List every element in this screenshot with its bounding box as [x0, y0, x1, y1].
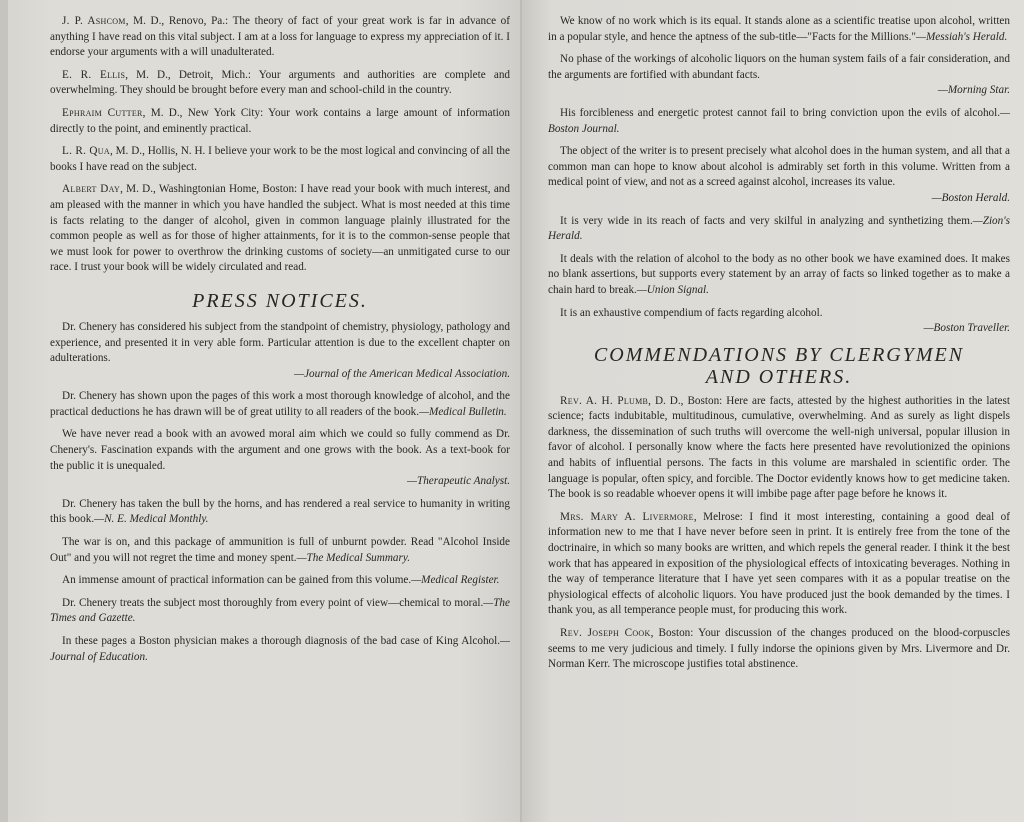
- press-notice-source: —Journal of the American Medical Association.: [294, 367, 510, 380]
- clergy-heading-line-1: COMMENDATIONS BY CLERGYMEN: [593, 343, 965, 366]
- press-notice: [548, 52, 1010, 99]
- testimonial-text: , D. D., Boston: Here are facts, attested by the highest authorities in the latest science; facts indubitable, multitudinous, cumulative, overwhelming. And as surely as light dispels darkness, the dissemination of such truths will overcome the well-nigh universal, popular illusion in favor of alcohol. I personally know where the facts here presented have revolutionized the opinions and habits of influential persons. The facts in this volume are marshaled in scientific order. The language is popular, often spicy, and forcible. The Doctor evidently knows how to get medicine taken. The book is so readable whoever opens it will imbibe page after page before he knows it.: [548, 394, 1010, 501]
- press-notices-list: [50, 320, 510, 665]
- press-notice: [548, 306, 1010, 337]
- press-notice-text: In these pages a Boston physician makes a thorough diagnosis of the bad case of King Alcohol.: [62, 635, 501, 647]
- press-notice-text: An immense amount of practical information can be gained from this volume.: [62, 574, 412, 587]
- clergy-heading: [548, 344, 1010, 388]
- testimonial-author: J. P. Ashcom: [62, 15, 126, 27]
- testimonial-author: Rev. A. H. Plumb: [560, 394, 649, 407]
- press-notice-source: —Zion's Herald.: [548, 214, 1010, 243]
- page-edge: [0, 0, 8, 822]
- testimonial-paragraph: [50, 144, 510, 175]
- press-notice-source: —Union Signal.: [636, 283, 709, 296]
- testimonial-author: Rev. Joseph Cook: [560, 627, 651, 639]
- clergy-commendations: [548, 394, 1010, 673]
- press-notice-text: It is an exhaustive compendium of facts regarding alcohol.: [560, 306, 823, 319]
- press-notice-text: The war is on, and this package of ammunition is full of unburnt powder. Read "Alcohol Inside Out" and you will not regret the time and money spent.: [50, 536, 510, 564]
- testimonial-text: , Boston: Your discussion of the changes produced on the blood-corpuscles seems to me very judicious and timely. I fully indorse the opinions given by Mrs. Livermore and Dr. Norman Kerr. The microscope justifies total abstinence.: [548, 627, 1010, 671]
- press-notice-text: We know of no work which is its equal. It stands alone as a scientific treatise upon alcohol, written in a popular style, and hence the aptness of the sub-title—"Facts for the Millions.": [548, 15, 1010, 43]
- press-notice-text: No phase of the workings of alcoholic liquors on the human system fails of a fair consideration, and the arguments are fortified with abundant facts.: [548, 53, 1010, 81]
- press-notices-continued: [548, 14, 1010, 337]
- testimonial-text: , M. D., New York City: Your work contains a large amount of information directly to the point, and eminently practical.: [50, 106, 510, 135]
- testimonial-author: L. R. Qua: [62, 145, 110, 158]
- press-notice: [548, 214, 1010, 245]
- testimonial-text: , M. D., Renovo, Pa.: The theory of fact of your great work is far in advance of anything I have read on this vital subject. I am at a loss for language to express my appreciation of it. I endorse your arguments with a will unadulterated.: [50, 15, 510, 59]
- press-notice: [50, 320, 510, 382]
- press-notice: [50, 497, 510, 528]
- press-notice: [548, 14, 1010, 45]
- press-notice: [548, 252, 1010, 299]
- press-notice-source: —The Times and Gazette.: [50, 596, 510, 625]
- press-notice-text: Dr. Chenery treats the subject most thoroughly from every point of view—chemical to moral.: [62, 596, 484, 609]
- press-notice-text: His forcibleness and energetic protest cannot fail to bring conviction upon the evils of alcohol.: [560, 106, 1001, 119]
- testimonial-paragraph: [548, 510, 1010, 619]
- testimonial-paragraph: [548, 394, 1010, 503]
- press-notice: [50, 634, 510, 665]
- press-notice-source: —Therapeutic Analyst.: [407, 475, 510, 488]
- testimonial-paragraph: [50, 182, 510, 276]
- press-notice-text: Dr. Chenery has shown upon the pages of this work a most thorough knowledge of alcohol, and the practical deductions he has drawn will be of great utility to all readers of the book.: [50, 390, 510, 418]
- press-notice-source: —Messiah's Herald.: [916, 30, 1008, 43]
- testimonial-text: , M. D., Washingtonian Home, Boston: I have read your book with much interest, and am pleased with the manner in which you have handled the subject. What is most needed at this time is facts relating to the danger of alcohol, given in common language plainly illustrated for the common people as well as for those of higher attainments, for it is to the common-sense people that we must look for power to overthrow the drinking customs of society—an unmitigated curse to our race. I trust your book will be widely circulated and read.: [50, 183, 510, 274]
- testimonial-author: E. R. Ellis: [62, 68, 126, 81]
- testimonial-paragraph: [50, 14, 510, 61]
- press-notice-text: The object of the writer is to present precisely what alcohol does in the human system, and all that a common man can hope to know about alcohol is admirably set forth in this volume. Written from a medical point of view, and not as a screed against alcohol, increases its value.: [548, 145, 1010, 189]
- press-notice: [50, 389, 510, 420]
- press-notice-source: —Journal of Education.: [50, 635, 510, 663]
- press-notice-source: —Boston Journal.: [548, 106, 1010, 135]
- right-page: [522, 0, 1024, 822]
- press-notice-text: Dr. Chenery has taken the bull by the horns, and has rendered a real service to humanity in writing this book.: [50, 497, 510, 526]
- testimonial-paragraph: [50, 68, 510, 99]
- press-notice-source: —Medical Register.: [411, 574, 500, 587]
- testimonial-author: Albert Day: [62, 183, 121, 196]
- press-notice-text: It deals with the relation of alcohol to the body as no other book we have examined does. It makes no blank assertions, but supports every statement by an array of facts so linked together as to make a chain hard to break.: [548, 252, 1010, 296]
- press-notice: [50, 427, 510, 489]
- physician-testimonials: [50, 14, 510, 276]
- press-notice-text: We have never read a book with an avowed moral aim which we could so fully commend as Dr. Chenery's. Fascination expands with the argument and one grows with the book. As a text-book for the public it is unequaled.: [50, 428, 510, 472]
- press-notice: [50, 535, 510, 566]
- press-notice-source: —The Medical Summary.: [296, 551, 411, 564]
- press-notice: [50, 596, 510, 627]
- testimonial-text: , M. D., Hollis, N. H. I believe your work to be the most logical and convincing of all the books I have read on the subject.: [50, 145, 510, 173]
- press-notice-text: It is very wide in its reach of facts and very skilful in analyzing and synthetizing them.: [560, 214, 973, 227]
- press-notice-source: —Boston Traveller.: [923, 322, 1010, 335]
- testimonial-paragraph: [548, 626, 1010, 673]
- press-notice: [548, 144, 1010, 206]
- testimonial-text: , Melrose: I find it most interesting, containing a good deal of information new to me that I have never before seen in print. It is entirely free from the tone of the doctrinaire, in which so many books are written, and which repels the general reader. I think it the best work that has appeared in exposition of the physiological effects of intoxicating beverages. Nothing in the way of temperance literature that I have yet seen compares with it as a popular treatise on the physiological effects of alcoholic liquors. You have produced just the book demanded by the times. I thank you, as all temperance people must, for producing this work.: [548, 510, 1011, 617]
- press-notice: [548, 106, 1010, 137]
- press-notice-source: —Boston Herald.: [931, 191, 1010, 204]
- press-notice-text: Dr. Chenery has considered his subject from the standpoint of chemistry, physiology, pathology and experience, and presented it in very able form. Particular attention is due to the excellent chapter on adulterations.: [50, 320, 510, 365]
- testimonial-paragraph: [50, 106, 510, 137]
- press-notice: [50, 573, 510, 589]
- testimonial-author: Mrs. Mary A. Livermore: [560, 510, 694, 523]
- testimonial-text: , M. D., Detroit, Mich.: Your arguments and authorities are complete and overwhelming. They should be brought before every man and school-child in the country.: [50, 68, 511, 97]
- clergy-heading-line-2: AND OTHERS.: [705, 365, 853, 388]
- press-notice-source: —N. E. Medical Monthly.: [94, 513, 209, 526]
- testimonial-author: Ephraim Cutter: [62, 106, 143, 119]
- press-notices-heading: PRESS NOTICES.: [192, 289, 368, 312]
- press-notice-source: —Medical Bulletin.: [419, 405, 507, 418]
- press-notice-source: —Morning Star.: [937, 84, 1010, 97]
